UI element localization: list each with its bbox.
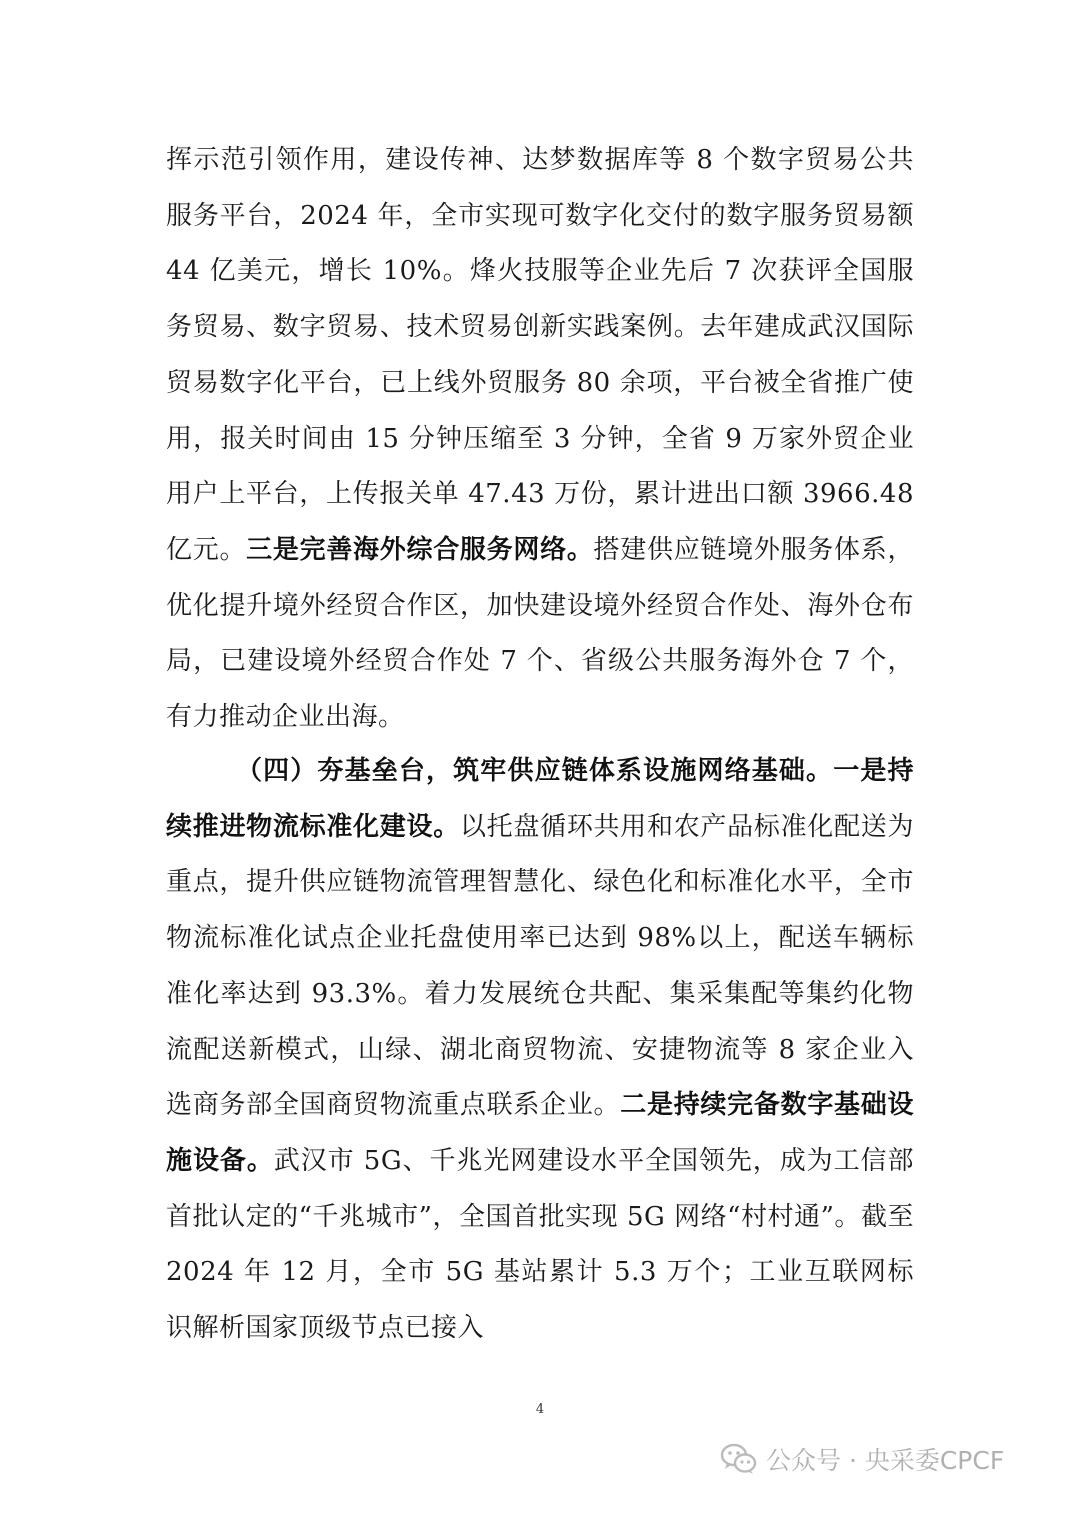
paragraph-2	[166, 744, 914, 1357]
paragraph-2-heading-2: 二是持续完备数字基础设施设备。	[166, 1090, 914, 1176]
wechat-icon	[720, 1442, 758, 1476]
watermark	[720, 1437, 1004, 1481]
paragraph-1	[166, 133, 914, 746]
paragraph-2-section-heading: （四）夯基垒台，筑牢供应链体系设施网络基础。一是持续推进物流标准化建设。	[166, 756, 914, 842]
paragraph-2-text-2: 武汉市 5G、千兆光网建设水平全国领先，成为工信部首批认定的“千兆城市”，全国首批实现 5G 网络“村村通”。截至 2024 年 12 月，全市 5G 基站累计 5.3 万个；工业互联网标识解析国家顶级节点已接入	[166, 1145, 914, 1344]
paragraph-1-heading-3: 三是完善海外综合服务网络。	[246, 534, 594, 565]
paragraph-1-text-2: 搭建供应链境外服务体系，优化提升境外经贸合作区，加快建设境外经贸合作处、海外仓布局，已建设境外经贸合作处 7 个、省级公共服务海外仓 7 个，有力推动企业出海。	[166, 534, 914, 733]
paragraph-2-text-1: 以托盘循环共用和农产品标准化配送为重点，提升供应链物流管理智慧化、绿色化和标准化水平，全市物流标准化试点企业托盘使用率已达到 98%以上，配送车辆标准化率达到 93.3%。着力发展统仓共配、集采集配等集约化物流配送新模式，山绿、湖北商贸物流、安捷物流等 8 家企业入选商务部全国商贸物流重点联系企业。	[166, 811, 914, 1121]
page-number: 4	[535, 1402, 545, 1417]
watermark-text: 公众号 · 央采委CPCF	[766, 1446, 1005, 1475]
paragraph-1-text-1: 挥示范引领作用，建设传神、达梦数据库等 8 个数字贸易公共服务平台，2024 年，全市实现可数字化交付的数字服务贸易额 44 亿美元，增长 10%。烽火技服等企业先后 7 次获评全国服务贸易、数字贸易、技术贸易创新实践案例。去年建成武汉国际贸易数字化平台，已上线外贸服务 80 余项，平台被全省推广使用，报关时间由 15 分钟压缩至 3 分钟，全省 9 万家外贸企业用户上平台，上传报关单 47.43 万份，累计进出口额 3966.48 亿元。	[166, 145, 914, 565]
